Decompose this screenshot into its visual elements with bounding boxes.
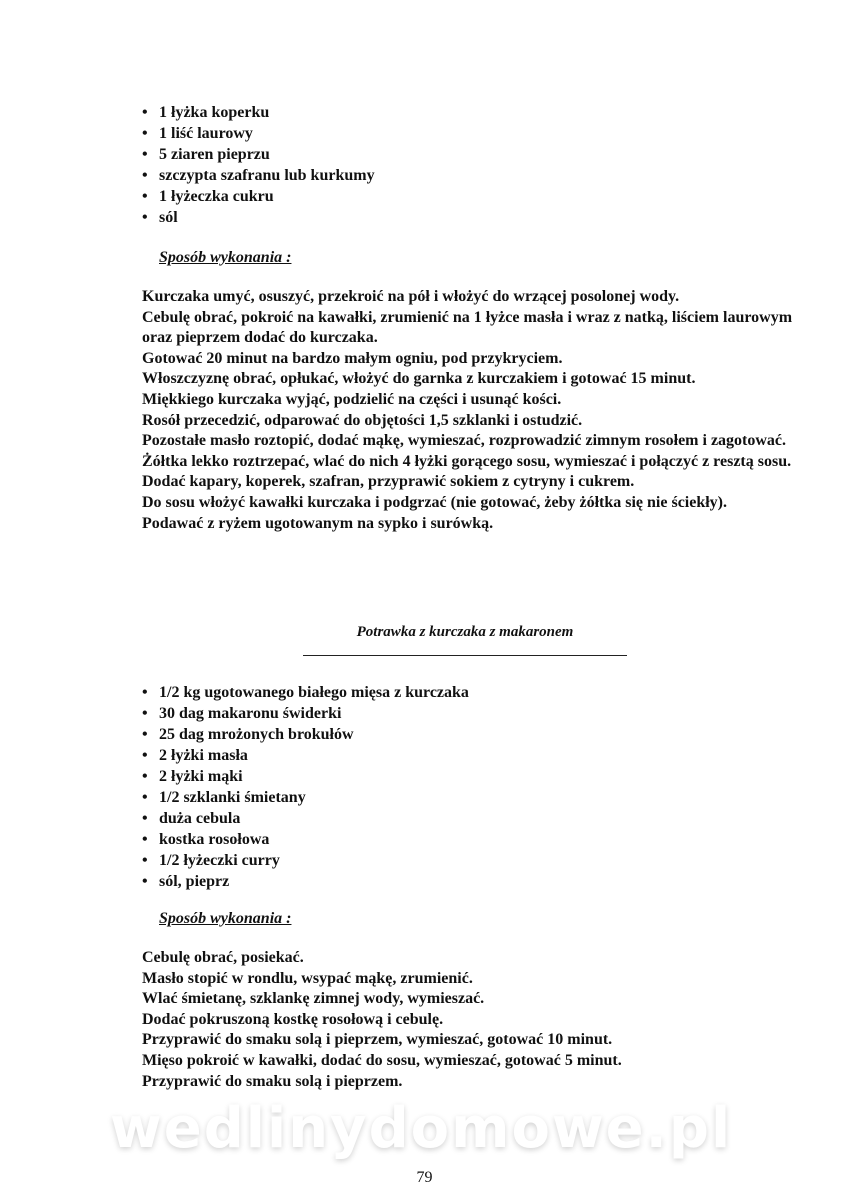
method-step: Gotować 20 minut na bardzo małym ogniu, pod przykryciem. bbox=[142, 349, 563, 367]
ingredient: • 1/2 szklanki śmietany bbox=[142, 787, 742, 808]
method-step: Wlać śmietanę, szklankę zimnej wody, wymieszać. bbox=[142, 990, 485, 1008]
ingredient: • 1 łyżka koperku bbox=[142, 102, 742, 123]
method-step: Rosół przecedzić, odparować do objętości 1,5 szklanki i ostudzić. bbox=[142, 411, 583, 429]
ingredients-list-2 bbox=[142, 682, 742, 892]
method-step: Cebulę obrać, posiekać. bbox=[142, 949, 304, 966]
ingredient: • 25 dag mrożonych brokułów bbox=[142, 724, 742, 745]
page-number: 79 bbox=[416, 1169, 433, 1186]
ingredient: • 1/2 łyżeczki curry bbox=[142, 850, 742, 871]
ingredient: • kostka rosołowa bbox=[142, 829, 742, 850]
ingredient: • 5 ziaren pieprzu bbox=[142, 144, 742, 165]
ingredient: • sól bbox=[142, 207, 742, 228]
watermark: wedlinydomowe.pl bbox=[110, 1096, 733, 1161]
method-step: Kurczaka umyć, osuszyć, przekroić na pół i włożyć do wrzącej posolonej wody. bbox=[142, 288, 680, 305]
method-step: Przyprawić do smaku solą i pieprzem, wymieszać, gotować 10 minut. bbox=[142, 1031, 613, 1049]
ingredient: • 2 łyżki mąki bbox=[142, 766, 742, 787]
recipe-title: Potrawka z kurczaka z makaronem bbox=[356, 624, 574, 640]
method-step: Podawać z ryżem ugotowanym na sypko i surówką. bbox=[142, 514, 494, 532]
ingredient: • 1/2 kg ugotowanego białego mięsa z kurczaka bbox=[142, 682, 742, 703]
ingredient: • 30 dag makaronu świderki bbox=[142, 703, 742, 724]
title-divider bbox=[303, 655, 627, 656]
method-heading-1: Sposób wykonania : bbox=[159, 249, 292, 266]
ingredient: • duża cebula bbox=[142, 808, 742, 829]
method-step: Dodać pokruszoną kostkę rosołową i cebulę. bbox=[142, 1010, 444, 1028]
method-heading-2: Sposób wykonania : bbox=[159, 910, 292, 927]
ingredient: • sól, pieprz bbox=[142, 871, 742, 892]
method-step: Dodać kapary, koperek, szafran, przyprawić sokiem z cytryny i cukrem. bbox=[142, 473, 635, 491]
method-step: Masło stopić w rondlu, wsypać mąkę, zrumienić. bbox=[142, 969, 473, 987]
method-step: Żółtka lekko roztrzepać, wlać do nich 4 łyżki gorącego sosu, wymieszać i połączyć z resztą sosu. bbox=[142, 452, 792, 470]
ingredient: • 1 liść laurowy bbox=[142, 123, 742, 144]
method-step: Do sosu włożyć kawałki kurczaka i podgrzać (nie gotować, żeby żółtka się nie ściekły). bbox=[142, 493, 728, 511]
method-step: Włoszczyznę obrać, opłukać, włożyć do garnka z kurczakiem i gotować 15 minut. bbox=[142, 370, 696, 388]
method-step: Pozostałe masło roztopić, dodać mąkę, wymieszać, rozprowadzić zimnym rosołem i zagotować. bbox=[142, 432, 787, 450]
method-step: Mięso pokroić w kawałki, dodać do sosu, wymieszać, gotować 5 minut. bbox=[142, 1051, 622, 1069]
method-text-1 bbox=[142, 287, 814, 534]
method-step: Przyprawić do smaku solą i pieprzem. bbox=[142, 1072, 403, 1090]
ingredients-list-1 bbox=[142, 102, 742, 228]
ingredient: • 2 łyżki masła bbox=[142, 745, 742, 766]
method-text-2 bbox=[142, 948, 814, 1092]
method-step: Cebulę obrać, pokroić na kawałki, zrumienić na 1 łyżce masła i wraz z natką, liściem laurowym oraz pieprzem dodać do kurczaka. bbox=[142, 308, 793, 347]
ingredient: • szczypta szafranu lub kurkumy bbox=[142, 165, 742, 186]
method-step: Miękkiego kurczaka wyjąć, podzielić na części i usunąć kości. bbox=[142, 390, 562, 408]
ingredient: • 1 łyżeczka cukru bbox=[142, 186, 742, 207]
